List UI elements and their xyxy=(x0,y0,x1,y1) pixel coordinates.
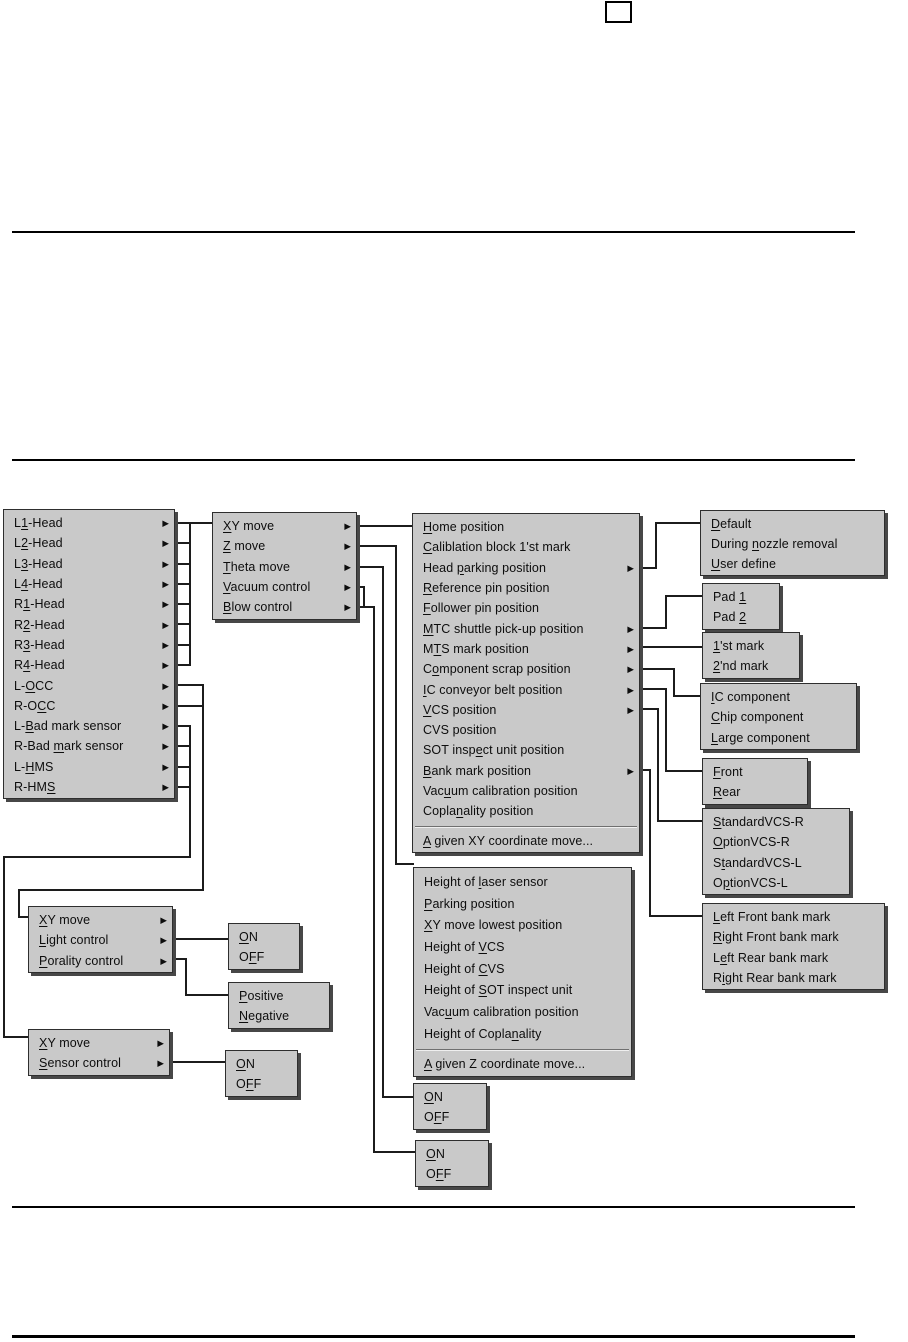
connector-line xyxy=(665,595,703,597)
menu-item-label: Height of laser sensor xyxy=(424,874,548,889)
menu-item-label: Coplanality position xyxy=(423,804,534,819)
z-position-menu-item-height-of-cvs[interactable] xyxy=(414,958,631,980)
on-off-menu-1-item-on[interactable] xyxy=(414,1087,486,1107)
connector-line xyxy=(176,684,204,686)
occ-menu-item-xy-move[interactable] xyxy=(29,910,172,930)
on-off-menu-2-item-on[interactable] xyxy=(416,1144,488,1164)
menu-item-label: OFF xyxy=(426,1167,452,1182)
menu-item-label: L-Bad mark sensor xyxy=(14,719,122,734)
move-menu xyxy=(212,512,357,620)
submenu-arrow-icon: ▶ xyxy=(627,765,634,776)
connector-line xyxy=(185,994,229,996)
vcs-menu xyxy=(702,808,850,895)
menu-separator xyxy=(414,1045,631,1054)
menu-item-label: Pad 2 xyxy=(713,610,747,625)
pad-menu xyxy=(702,583,780,630)
head-menu-item-r2-head[interactable] xyxy=(4,614,174,634)
submenu-arrow-icon: ▶ xyxy=(162,720,169,731)
submenu-arrow-icon: ▶ xyxy=(162,538,169,549)
menu-item-label: Theta move xyxy=(223,559,291,574)
xy-position-menu-item-coplanality-position[interactable] xyxy=(413,801,639,821)
connector-line xyxy=(640,646,703,648)
z-position-menu-item-a-given-z-coordinate-move[interactable] xyxy=(414,1054,631,1076)
menu-item-label: Height of Coplanality xyxy=(424,1026,542,1041)
head-menu-item-l-occ[interactable] xyxy=(4,675,174,695)
bank-mark-menu-item-right-rear-bank-mark[interactable] xyxy=(703,968,884,988)
bad-mark-menu-item-sensor-control[interactable] xyxy=(29,1053,169,1073)
menu-item-label: Rear xyxy=(713,785,741,800)
connector-line xyxy=(655,522,657,568)
connector-line xyxy=(373,606,375,1153)
menu-item-label: Vacuum control xyxy=(223,580,311,595)
submenu-arrow-icon: ▶ xyxy=(162,781,169,792)
menu-item-label: R2-Head xyxy=(14,617,65,632)
vcs-menu-item-standardvcs-r[interactable] xyxy=(703,812,849,832)
xy-position-menu-item-head-parking-position[interactable] xyxy=(413,558,639,578)
menu-item-label: Follower pin position xyxy=(423,601,540,616)
vcs-menu-item-optionvcs-r[interactable] xyxy=(703,832,849,852)
menu-item-label: L2-Head xyxy=(14,536,63,551)
xy-position-menu-item-sot-inspect-unit-position[interactable] xyxy=(413,740,639,760)
z-position-menu-item-xy-move-lowest-position[interactable] xyxy=(414,914,631,936)
connector-line xyxy=(202,684,204,891)
connector-line xyxy=(189,522,191,666)
light-on-off-menu xyxy=(228,923,300,970)
polarity-menu-item-positive[interactable] xyxy=(229,986,329,1006)
menu-item-label: Negative xyxy=(239,1009,290,1024)
menu-item-label: Head parking position xyxy=(423,560,547,575)
submenu-arrow-icon: ▶ xyxy=(627,562,634,573)
component-menu-item-ic-component[interactable] xyxy=(701,687,856,707)
head-parking-menu-item-default[interactable] xyxy=(701,514,884,534)
menu-item-label: MTS mark position xyxy=(423,641,529,656)
menu-item-label: Height of VCS xyxy=(424,939,505,954)
move-menu-item-xy-move[interactable] xyxy=(213,516,356,536)
menu-item-label: Parking position xyxy=(424,896,515,911)
menu-item-label: ON xyxy=(236,1057,255,1072)
connector-line xyxy=(189,522,212,524)
submenu-arrow-icon: ▶ xyxy=(162,558,169,569)
z-position-menu-item-parking-position[interactable] xyxy=(414,893,631,915)
move-menu-item-theta-move[interactable] xyxy=(213,557,356,577)
occ-menu-item-light-control[interactable] xyxy=(29,930,172,950)
connector-line xyxy=(18,889,204,891)
menu-item-label: SOT inspect unit position xyxy=(423,743,565,758)
head-menu-item-l1-head[interactable] xyxy=(4,513,174,533)
menu-item-label: OptionVCS-L xyxy=(713,876,788,891)
menu-item-label: R1-Head xyxy=(14,597,65,612)
sensor-on-off-menu-item-off[interactable] xyxy=(226,1074,297,1094)
z-position-menu-item-height-of-laser-sensor[interactable] xyxy=(414,871,631,893)
xy-position-menu-item-cvs-position[interactable] xyxy=(413,720,639,740)
horizontal-rule xyxy=(12,459,855,461)
menu-item-label: Pad 1 xyxy=(713,590,747,605)
head-menu-item-r-hms[interactable] xyxy=(4,777,174,797)
occ-menu-item-porality-control[interactable] xyxy=(29,951,172,971)
menu-item-label: VCS position xyxy=(423,702,497,717)
head-parking-menu-item-during-nozzle-removal[interactable] xyxy=(701,534,884,554)
z-position-menu-item-height-of-sot-inspect-unit[interactable] xyxy=(414,979,631,1001)
head-menu-item-l3-head[interactable] xyxy=(4,554,174,574)
submenu-arrow-icon: ▶ xyxy=(162,659,169,670)
xy-position-menu-item-home-position[interactable] xyxy=(413,517,639,537)
menu-item-label: Left Front bank mark xyxy=(713,910,831,925)
light-on-off-menu-item-off[interactable] xyxy=(229,947,299,967)
xy-position-menu xyxy=(412,513,640,853)
xy-position-menu-item-caliblation-block-1-st-mark[interactable] xyxy=(413,537,639,557)
xy-position-menu-item-bank-mark-position[interactable] xyxy=(413,761,639,781)
xy-position-menu-item-component-scrap-position[interactable] xyxy=(413,659,639,679)
on-off-menu-2-item-off[interactable] xyxy=(416,1164,488,1184)
submenu-arrow-icon: ▶ xyxy=(160,935,167,946)
connector-line xyxy=(357,566,384,568)
small-square-marker xyxy=(605,1,632,23)
head-menu-item-l-bad-mark-sensor[interactable] xyxy=(4,716,174,736)
head-menu-item-l4-head[interactable] xyxy=(4,574,174,594)
connector-line xyxy=(640,668,675,670)
horizontal-rule xyxy=(12,1335,855,1338)
connector-line xyxy=(665,595,667,628)
mts-mark-menu-item-1-st-mark[interactable] xyxy=(703,636,799,656)
move-menu-item-vacuum-control[interactable] xyxy=(213,577,356,597)
menu-item-label: Right Front bank mark xyxy=(713,930,839,945)
connector-line xyxy=(665,770,703,772)
submenu-arrow-icon: ▶ xyxy=(157,1037,164,1048)
head-menu-item-r3-head[interactable] xyxy=(4,635,174,655)
menu-item-label: OFF xyxy=(236,1077,262,1092)
connector-line xyxy=(640,688,667,690)
xy-position-menu-item-mtc-shuttle-pick-up-position[interactable] xyxy=(413,618,639,638)
submenu-arrow-icon: ▶ xyxy=(627,663,634,674)
sensor-on-off-menu xyxy=(225,1050,298,1097)
on-off-menu-2 xyxy=(415,1140,489,1187)
menu-item-label: IC component xyxy=(711,690,791,705)
menu-item-label: L-HMS xyxy=(14,759,54,774)
connector-line xyxy=(174,938,228,940)
component-menu-item-chip-component[interactable] xyxy=(701,707,856,727)
on-off-menu-1-item-off[interactable] xyxy=(414,1107,486,1127)
menu-item-label: Porality control xyxy=(39,953,124,968)
menu-item-label: XY move xyxy=(39,913,91,928)
menu-item-label: Reference pin position xyxy=(423,581,550,596)
head-menu-item-l2-head[interactable] xyxy=(4,533,174,553)
submenu-arrow-icon: ▶ xyxy=(162,599,169,610)
menu-item-label: ON xyxy=(239,930,258,945)
menu-item-label: Positive xyxy=(239,989,284,1004)
menu-item-label: XY move xyxy=(223,519,275,534)
connector-line xyxy=(357,525,413,527)
xy-position-menu-item-vacuum-calibration-position[interactable] xyxy=(413,781,639,801)
submenu-arrow-icon: ▶ xyxy=(160,955,167,966)
bank-mark-menu-item-left-rear-bank-mark[interactable] xyxy=(703,948,884,968)
connector-line xyxy=(3,856,5,1038)
menu-item-label: R-Bad mark sensor xyxy=(14,739,124,754)
bank-mark-menu xyxy=(702,903,885,990)
z-position-menu-item-height-of-vcs[interactable] xyxy=(414,936,631,958)
sensor-on-off-menu-item-on[interactable] xyxy=(226,1054,297,1074)
menu-item-label: L3-Head xyxy=(14,556,63,571)
menu-item-label: ON xyxy=(426,1147,445,1162)
submenu-arrow-icon: ▶ xyxy=(627,684,634,695)
submenu-arrow-icon: ▶ xyxy=(627,623,634,634)
bank-mark-menu-item-left-front-bank-mark[interactable] xyxy=(703,907,884,927)
connector-line xyxy=(382,566,384,1098)
menu-item-label: R4-Head xyxy=(14,658,65,673)
polarity-menu xyxy=(228,982,330,1029)
menu-item-label: Blow control xyxy=(223,600,293,615)
xy-position-menu-item-vcs-position[interactable] xyxy=(413,700,639,720)
menu-item-label: During nozzle removal xyxy=(711,537,838,551)
xy-position-menu-item-follower-pin-position[interactable] xyxy=(413,598,639,618)
menu-separator xyxy=(413,821,639,830)
connector-line xyxy=(171,1061,225,1063)
menu-item-label: User define xyxy=(711,557,777,571)
menu-item-label: Right Rear bank mark xyxy=(713,971,837,986)
menu-item-label: StandardVCS-L xyxy=(713,855,802,870)
light-on-off-menu-item-on[interactable] xyxy=(229,927,299,947)
component-menu-item-large-component[interactable] xyxy=(701,728,856,748)
connector-line xyxy=(657,820,703,822)
menu-item-label: 2'nd mark xyxy=(713,659,769,674)
submenu-arrow-icon: ▶ xyxy=(157,1058,164,1069)
connector-line xyxy=(3,1036,30,1038)
submenu-arrow-icon: ▶ xyxy=(162,517,169,528)
submenu-arrow-icon: ▶ xyxy=(162,741,169,752)
menu-item-label: Height of SOT inspect unit xyxy=(424,983,573,998)
menu-item-label: Large component xyxy=(711,730,810,745)
connector-line xyxy=(395,545,397,865)
connector-line xyxy=(18,889,20,918)
front-rear-menu-item-front[interactable] xyxy=(703,762,807,782)
connector-line xyxy=(189,725,191,858)
submenu-arrow-icon: ▶ xyxy=(162,700,169,711)
menu-item-label: XY move xyxy=(39,1036,91,1051)
polarity-menu-item-negative[interactable] xyxy=(229,1006,329,1026)
connector-line xyxy=(673,695,701,697)
menu-item-label: Vacuum calibration position xyxy=(423,784,578,798)
component-menu xyxy=(700,683,857,750)
move-menu-item-z-move[interactable] xyxy=(213,536,356,556)
menu-item-label: OFF xyxy=(239,950,265,965)
menu-item-label: L4-Head xyxy=(14,577,63,592)
submenu-arrow-icon: ▶ xyxy=(162,680,169,691)
connector-line xyxy=(649,915,703,917)
front-rear-menu-item-rear[interactable] xyxy=(703,782,807,802)
menu-item-label: ON xyxy=(424,1090,443,1105)
head-menu-item-l-hms[interactable] xyxy=(4,757,174,777)
front-rear-menu xyxy=(702,758,808,805)
submenu-arrow-icon: ▶ xyxy=(162,578,169,589)
move-menu-item-blow-control[interactable] xyxy=(213,597,356,617)
menu-item-label: Home position xyxy=(423,520,505,535)
connector-line xyxy=(363,586,365,607)
menu-item-label: Vacuum calibration position xyxy=(424,1004,579,1019)
menu-item-label: Sensor control xyxy=(39,1056,121,1071)
pad-menu-item-pad-2[interactable] xyxy=(703,607,779,627)
submenu-arrow-icon: ▶ xyxy=(344,541,351,552)
submenu-arrow-icon: ▶ xyxy=(344,520,351,531)
vcs-menu-item-standardvcs-l[interactable] xyxy=(703,853,849,873)
head-menu-item-r4-head[interactable] xyxy=(4,655,174,675)
submenu-arrow-icon: ▶ xyxy=(162,761,169,772)
menu-item-label: Light control xyxy=(39,933,109,948)
menu-item-label: OptionVCS-R xyxy=(713,835,790,850)
submenu-arrow-icon: ▶ xyxy=(627,643,634,654)
menu-item-label: MTC shuttle pick-up position xyxy=(423,621,584,636)
submenu-arrow-icon: ▶ xyxy=(344,602,351,613)
connector-line xyxy=(3,856,191,858)
vcs-menu-item-optionvcs-l[interactable] xyxy=(703,873,849,893)
menu-item-label: StandardVCS-R xyxy=(713,815,804,830)
menu-item-label: Bank mark position xyxy=(423,763,532,778)
head-parking-menu xyxy=(700,510,885,576)
menu-item-label: R3-Head xyxy=(14,637,65,652)
submenu-arrow-icon: ▶ xyxy=(160,914,167,925)
bad-mark-menu xyxy=(28,1029,170,1076)
horizontal-rule xyxy=(12,1206,855,1208)
head-parking-menu-item-user-define[interactable] xyxy=(701,554,884,574)
connector-line xyxy=(395,863,414,865)
occ-menu xyxy=(28,906,173,973)
bank-mark-menu-item-right-front-bank-mark[interactable] xyxy=(703,927,884,947)
connector-line xyxy=(185,958,187,996)
menu-item-label: R-HMS xyxy=(14,780,56,794)
menu-item-label: 1'st mark xyxy=(713,639,765,654)
menu-item-label: A given XY coordinate move... xyxy=(423,833,594,848)
connector-line xyxy=(665,688,667,772)
menu-item-label: Default xyxy=(711,517,752,531)
horizontal-rule xyxy=(12,231,855,233)
menu-item-label: R-OCC xyxy=(14,698,56,713)
menu-item-label: XY move lowest position xyxy=(424,918,563,933)
mts-mark-menu-item-2-nd-mark[interactable] xyxy=(703,656,799,676)
menu-item-label: L-OCC xyxy=(14,678,54,693)
connector-line xyxy=(673,668,675,697)
submenu-arrow-icon: ▶ xyxy=(162,619,169,630)
head-menu xyxy=(3,509,175,799)
menu-item-label: Caliblation block 1'st mark xyxy=(423,540,571,555)
connector-line xyxy=(655,522,701,524)
connector-line xyxy=(176,705,204,707)
head-menu-item-r-occ[interactable] xyxy=(4,696,174,716)
menu-item-label: CVS position xyxy=(423,723,497,738)
connector-line xyxy=(357,545,397,547)
menu-item-label: Z move xyxy=(223,539,266,554)
submenu-arrow-icon: ▶ xyxy=(344,581,351,592)
connector-line xyxy=(382,1096,414,1098)
xy-position-menu-item-a-given-xy-coordinate-move[interactable] xyxy=(413,830,639,850)
xy-position-menu-item-reference-pin-position[interactable] xyxy=(413,578,639,598)
connector-line xyxy=(649,769,651,917)
menu-item-label: Left Rear bank mark xyxy=(713,950,829,965)
connector-line xyxy=(640,627,667,629)
menu-item-label: IC conveyor belt position xyxy=(423,682,563,697)
z-position-menu xyxy=(413,867,632,1077)
menu-item-label: OFF xyxy=(424,1110,450,1125)
menu-item-label: Chip component xyxy=(711,710,804,725)
z-position-menu-item-height-of-coplanality[interactable] xyxy=(414,1023,631,1045)
submenu-arrow-icon: ▶ xyxy=(162,639,169,650)
z-position-menu-item-vacuum-calibration-position[interactable] xyxy=(414,1001,631,1023)
xy-position-menu-item-ic-conveyor-belt-position[interactable] xyxy=(413,679,639,699)
xy-position-menu-item-mts-mark-position[interactable] xyxy=(413,639,639,659)
head-menu-item-r-bad-mark-sensor[interactable] xyxy=(4,736,174,756)
menu-item-label: Height of CVS xyxy=(424,961,505,976)
menu-item-label: L1-Head xyxy=(14,516,63,531)
menu-item-label: Component scrap position xyxy=(423,662,571,677)
mts-mark-menu xyxy=(702,632,800,679)
connector-line xyxy=(373,1151,416,1153)
menu-item-label: Front xyxy=(713,765,743,780)
on-off-menu-1 xyxy=(413,1083,487,1130)
menu-item-label: A given Z coordinate move... xyxy=(424,1057,586,1072)
connector-line xyxy=(657,708,659,822)
submenu-arrow-icon: ▶ xyxy=(344,561,351,572)
head-menu-item-r1-head[interactable] xyxy=(4,594,174,614)
pad-menu-item-pad-1[interactable] xyxy=(703,587,779,607)
bad-mark-menu-item-xy-move[interactable] xyxy=(29,1033,169,1053)
submenu-arrow-icon: ▶ xyxy=(627,704,634,715)
